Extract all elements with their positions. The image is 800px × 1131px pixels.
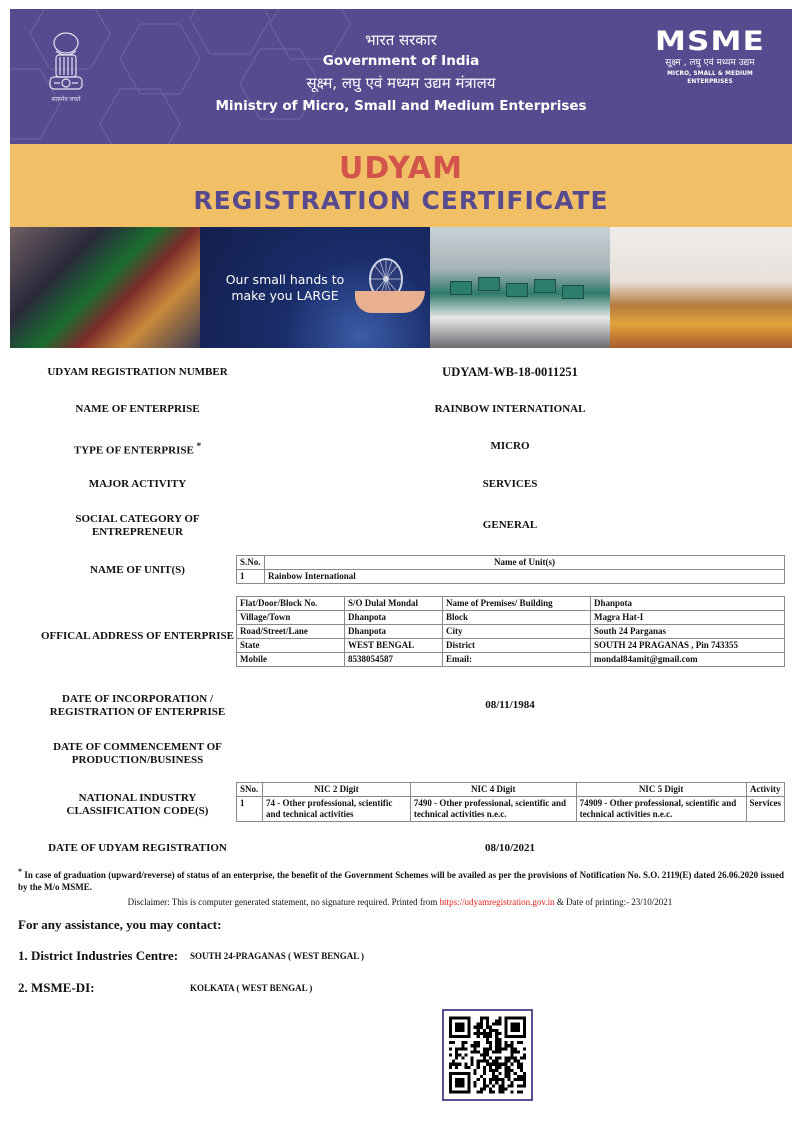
district-industries-centre-value: SOUTH 24-PRAGANAS ( WEST BENGAL ) <box>190 951 364 961</box>
address-key: Mobile <box>237 653 345 667</box>
office-screens <box>450 277 600 307</box>
table-row <box>237 611 785 625</box>
tagline-line-1: Our small hands to <box>225 272 345 287</box>
udyam-title: UDYAM <box>338 151 463 186</box>
address-key: State <box>237 639 345 653</box>
email-value[interactable]: mondal84amit@gmail.com <box>591 653 785 667</box>
table-row <box>237 597 785 611</box>
emblem-motto: सत्यमेव जयते <box>51 97 81 103</box>
nic-activity: Services <box>746 797 785 822</box>
major-activity-value: SERVICES <box>482 478 538 490</box>
disclaimer-prefix: Disclaimer: This is computer generated statement, no signature required. Printed from <box>127 897 440 907</box>
qr-finder-pattern <box>506 1018 524 1036</box>
enterprise-type-asterisk: * <box>196 441 202 451</box>
units-table <box>236 555 785 584</box>
enterprise-type-value: MICRO <box>490 440 530 452</box>
social-category-value: GENERAL <box>482 519 538 531</box>
address-label: OFFICAL ADDRESS OF ENTERPRISE <box>40 630 235 642</box>
commencement-label-line-1: DATE OF COMMENCEMENT OF <box>53 741 222 753</box>
address-key: Email: <box>443 653 591 667</box>
address-key: Road/Street/Lane <box>237 625 345 639</box>
certificate-title-band <box>10 144 792 227</box>
address-table <box>236 596 785 667</box>
social-category-label <box>25 513 250 539</box>
enterprise-type-label <box>25 440 250 458</box>
qr-finder-pattern <box>451 1073 469 1091</box>
banner-image <box>10 227 792 348</box>
address-value: S/O Dulal Mondal <box>345 597 443 611</box>
nic-code-label <box>25 792 250 818</box>
address-key: City <box>443 625 591 639</box>
msme-logo-word: MSME <box>654 26 765 57</box>
address-value: Dhanpota <box>345 625 443 639</box>
udyam-date-label: DATE OF UDYAM REGISTRATION <box>48 842 227 854</box>
disclaimer-suffix: & Date of printing:- 23/10/2021 <box>554 897 673 907</box>
incorporation-date-value: 08/11/1984 <box>485 699 535 711</box>
hindi-ministry-label: सूक्ष्म, लघु एवं मध्यम उद्यम मंत्रालय <box>306 74 496 92</box>
address-key: Block <box>443 611 591 625</box>
table-row <box>237 653 785 667</box>
footnote-text: In case of graduation (upward/reverse) of status of an enterprise, the benefit of the Government Schemes will be availed as per the provisions of Notification No. S.O. 2119(E) dated 26.06.2020 issued by the M/o MSME. <box>18 870 784 892</box>
farm-photo <box>610 227 792 348</box>
nic-sno: 1 <box>237 797 263 822</box>
address-value: Dhanpota <box>591 597 785 611</box>
graduation-footnote <box>18 866 784 893</box>
unit-sno: 1 <box>237 570 265 584</box>
incorporation-label-line-2: REGISTRATION OF ENTERPRISE <box>49 706 226 718</box>
nic-5-digit: 74909 - Other professional, scientific and technical activities n.e.c. <box>576 797 746 822</box>
msme-logo <box>650 27 770 87</box>
table-row <box>237 625 785 639</box>
msme-di-value: KOLKATA ( WEST BENGAL ) <box>190 983 313 993</box>
enterprise-type-label-text: TYPE OF ENTERPRISE <box>73 444 194 457</box>
district-industries-centre-label: 1. District Industries Centre: <box>18 948 179 963</box>
major-activity-label: MAJOR ACTIVITY <box>88 478 187 490</box>
nic-header-5-digit: NIC 5 Digit <box>576 783 746 797</box>
hindi-government-label: भारत सरकार <box>365 31 437 49</box>
banner-tagline <box>215 272 355 304</box>
nic-label-line-2: CLASSIFICATION CODE(S) <box>66 805 209 817</box>
qr-code-frame <box>442 1009 533 1101</box>
registration-number-value: UDYAM-WB-18-0011251 <box>442 365 578 379</box>
table-row <box>237 639 785 653</box>
incorporation-date-label <box>25 693 250 719</box>
udyam-portal-link[interactable]: https://udyamregistration.gov.in <box>439 897 555 907</box>
nic-header-activity: Activity <box>746 783 785 797</box>
ministry-label: Ministry of Micro, Small and Medium Enterprises <box>215 98 587 114</box>
units-header-name: Name of Unit(s) <box>265 556 785 570</box>
udyam-date-value: 08/10/2021 <box>484 842 536 854</box>
commencement-date-label <box>25 741 250 767</box>
address-key: District <box>443 639 591 653</box>
address-value: 8538054587 <box>345 653 443 667</box>
enterprise-name-label: NAME OF ENTERPRISE <box>75 403 200 415</box>
msme-logo-english: MICRO, SMALL & MEDIUM ENTERPRISES <box>667 71 753 85</box>
incorporation-label-line-1: DATE OF INCORPORATION / <box>61 693 214 705</box>
social-category-label-line-1: SOCIAL CATEGORY OF <box>75 513 200 525</box>
unit-name: Rainbow International <box>265 570 785 584</box>
registration-certificate-title: REGISTRATION CERTIFICATE <box>193 186 609 215</box>
address-value: Dhanpota <box>345 611 443 625</box>
units-label: NAME OF UNIT(S) <box>90 564 185 576</box>
qr-finder-pattern <box>451 1018 469 1036</box>
address-key: Village/Town <box>237 611 345 625</box>
address-value: WEST BENGAL <box>345 639 443 653</box>
commencement-label-line-2: PRODUCTION/BUSINESS <box>71 754 204 766</box>
government-header <box>10 9 792 144</box>
hand-illustration <box>355 291 425 313</box>
nic-2-digit: 74 - Other professional, scientific and technical activities <box>262 797 410 822</box>
tagline-line-2: make you LARGE <box>231 288 339 303</box>
nic-label-line-1: NATIONAL INDUSTRY <box>78 792 197 804</box>
social-category-label-line-2: ENTREPRENEUR <box>91 526 184 538</box>
address-value: Magra Hat-I <box>591 611 785 625</box>
address-value: South 24 Parganas <box>591 625 785 639</box>
nic-header-4-digit: NIC 4 Digit <box>410 783 576 797</box>
assistance-title: For any assistance, you may contact: <box>18 917 222 932</box>
nic-table-header <box>237 783 785 797</box>
msme-di-label: 2. MSME-DI: <box>18 980 95 995</box>
registration-number-label: UDYAM REGISTRATION NUMBER <box>47 366 228 378</box>
nic-table <box>236 782 785 822</box>
address-key: Flat/Door/Block No. <box>237 597 345 611</box>
nic-header-sno: SNo. <box>237 783 263 797</box>
enterprise-name-value: RAINBOW INTERNATIONAL <box>434 403 586 415</box>
nic-4-digit: 7490 - Other professional, scientific and technical activities n.e.c. <box>410 797 576 822</box>
table-row <box>237 570 785 584</box>
address-key: Name of Premises/ Building <box>443 597 591 611</box>
disclaimer <box>0 896 800 908</box>
artisan-photo <box>10 227 200 348</box>
table-row <box>237 797 785 822</box>
units-table-header <box>237 556 785 570</box>
nic-header-2-digit: NIC 2 Digit <box>262 783 410 797</box>
address-value: SOUTH 24 PRAGANAS , Pin 743355 <box>591 639 785 653</box>
units-header-sno: S.No. <box>237 556 265 570</box>
msme-logo-hindi: सूक्ष्म , लघु एवं मध्यम उद्यम <box>665 58 755 68</box>
qr-code-icon <box>449 1016 526 1094</box>
footnote-asterisk: * <box>18 867 22 876</box>
government-of-india-label: Government of India <box>322 53 480 69</box>
